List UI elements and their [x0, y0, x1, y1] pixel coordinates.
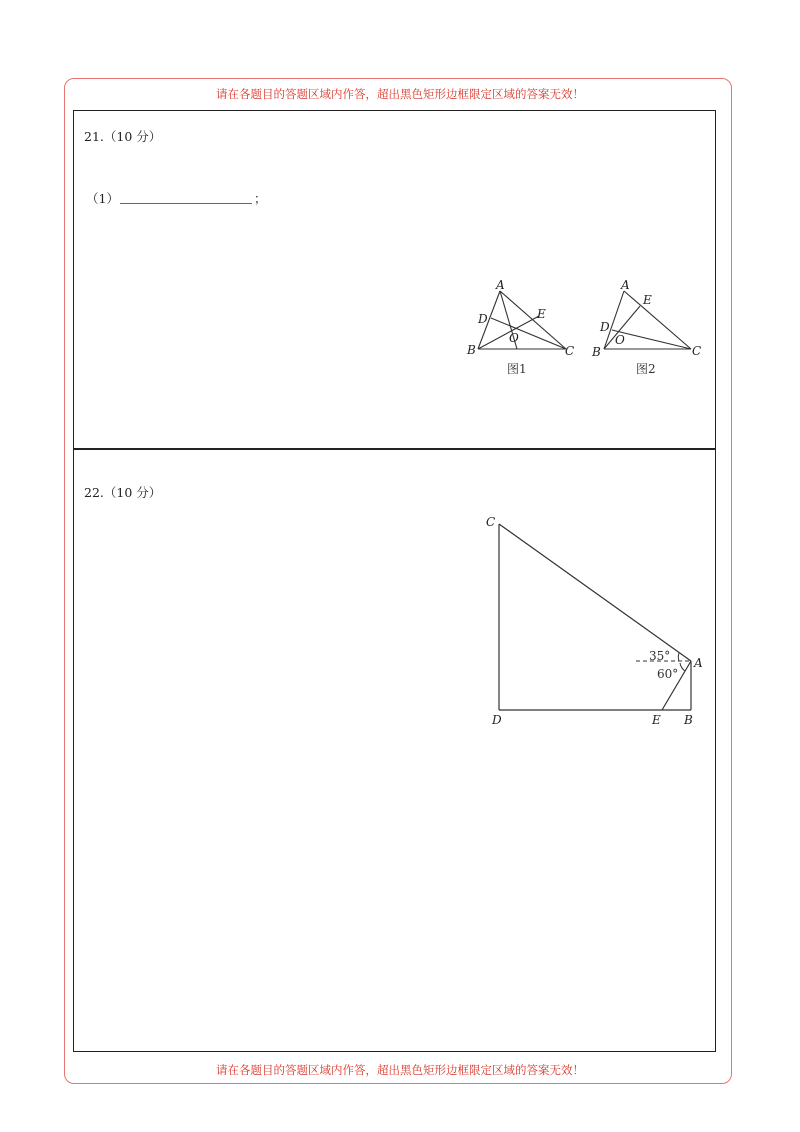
q22-title: 22.（10 分）: [84, 485, 162, 500]
q21-title: 21.（10 分）: [84, 129, 162, 144]
q21-fig1-label-o: O: [509, 331, 519, 345]
top-notice: 请在各题目的答题区域内作答，超出黑色矩形边框限定区域的答案无效！: [216, 87, 584, 101]
bottom-notice: 请在各题目的答题区域内作答，超出黑色矩形边框限定区域的答案无效！: [216, 1063, 584, 1077]
q21-fig1-caption: 图1: [507, 362, 527, 376]
q21-fig1-label-b: B: [467, 343, 476, 357]
q21-fig1-label-e: E: [537, 307, 546, 321]
q22-label-a: A: [694, 656, 703, 670]
q21-fig1-label-c: C: [565, 344, 575, 358]
q22-answer-box[interactable]: [73, 448, 716, 1052]
q21-fig2-label-o: O: [615, 333, 625, 347]
q22-angle-60: 60°: [657, 667, 679, 681]
q21-fig2-label-a: A: [621, 278, 630, 292]
q21-fig2-label-c: C: [692, 344, 702, 358]
q21-fig1-label-d: D: [478, 312, 488, 326]
q21-fig1-label-a: A: [496, 278, 505, 292]
q21-figure1: [478, 291, 566, 349]
q22-label-c: C: [486, 515, 496, 529]
q21-answer-box[interactable]: [73, 110, 716, 450]
q21-part1-suffix: ；: [254, 191, 267, 206]
q21-part1-label: （1）: [86, 191, 119, 206]
q21-fig2-label-e: E: [643, 293, 652, 307]
q21-figures: [74, 111, 717, 449]
q21-fig2-caption: 图2: [636, 362, 656, 376]
q21-fig2-label-d: D: [600, 320, 610, 334]
q22-label-e: E: [652, 713, 661, 727]
q22-angle-35: 35°: [649, 649, 671, 663]
q22-label-b: B: [684, 713, 693, 727]
q22-label-d: D: [492, 713, 502, 727]
q21-fig2-label-b: B: [592, 345, 601, 359]
q22-figure: [74, 449, 717, 1049]
